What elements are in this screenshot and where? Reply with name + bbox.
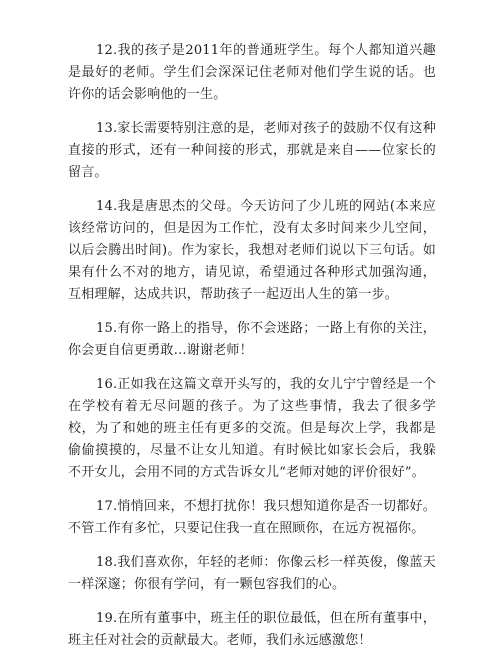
paragraph-12: 12.我的孩子是2011年的普通班学生。每个人都知道兴趣是最好的老师。学生们会深深记住老师对他们学生说的话。也许你的话会影响他的一生。	[68, 43, 436, 102]
paragraph-15: 15.有你一路上的指导，你不会迷路；一路上有你的关注，你会更自信更勇敢…谢谢老师！	[68, 321, 436, 358]
document-body	[68, 40, 436, 664]
paragraph-16: 16.正如我在这篇文章开头写的，我的女儿宁宁曾经是一个在学校有着无尽问题的孩子。为了这些事情，我去了很多学校，为了和她的班主任有更多的交流。但是每次上学，我都是偷偷摸摸的，尽量不让女儿知道。有时候比如家长会后，我躲不开女儿，会用不同的方式告诉女儿“老师对她的评价很好”。	[68, 377, 436, 480]
paragraph-13: 13.家长需要特别注意的是，老师对孩子的鼓励不仅有这种直接的形式，还有一种间接的形式，那就是来自——位家长的留言。	[68, 121, 436, 180]
paragraph-17: 17.悄悄回来，不想打扰你！我只想知道你是否一切都好。不管工作有多忙，只要记住我一直在照顾你，在远方祝福你。	[68, 499, 436, 536]
paragraph-14: 14.我是唐思杰的父母。今天访问了少儿班的网站(本来应该经常访问的，但是因为工作忙，没有太多时间来少儿空间，以后会腾出时间)。作为家长，我想对老师们说以下三句话。如果有什么不对的地方，请见谅，希望通过各种形式加强沟通，互相理解，达成共识，帮助孩子一起迈出人生的第一步。	[68, 199, 436, 302]
paragraph-18: 18.我们喜欢你，年轻的老师：你像云杉一样英俊，像蓝天一样深邃；你很有学问，有一颗包容我们的心。	[68, 555, 436, 592]
paragraph-19: 19.在所有董事中，班主任的职位最低，但在所有董事中，班主任对社会的贡献最大。老师，我们永远感激您！	[68, 611, 436, 648]
